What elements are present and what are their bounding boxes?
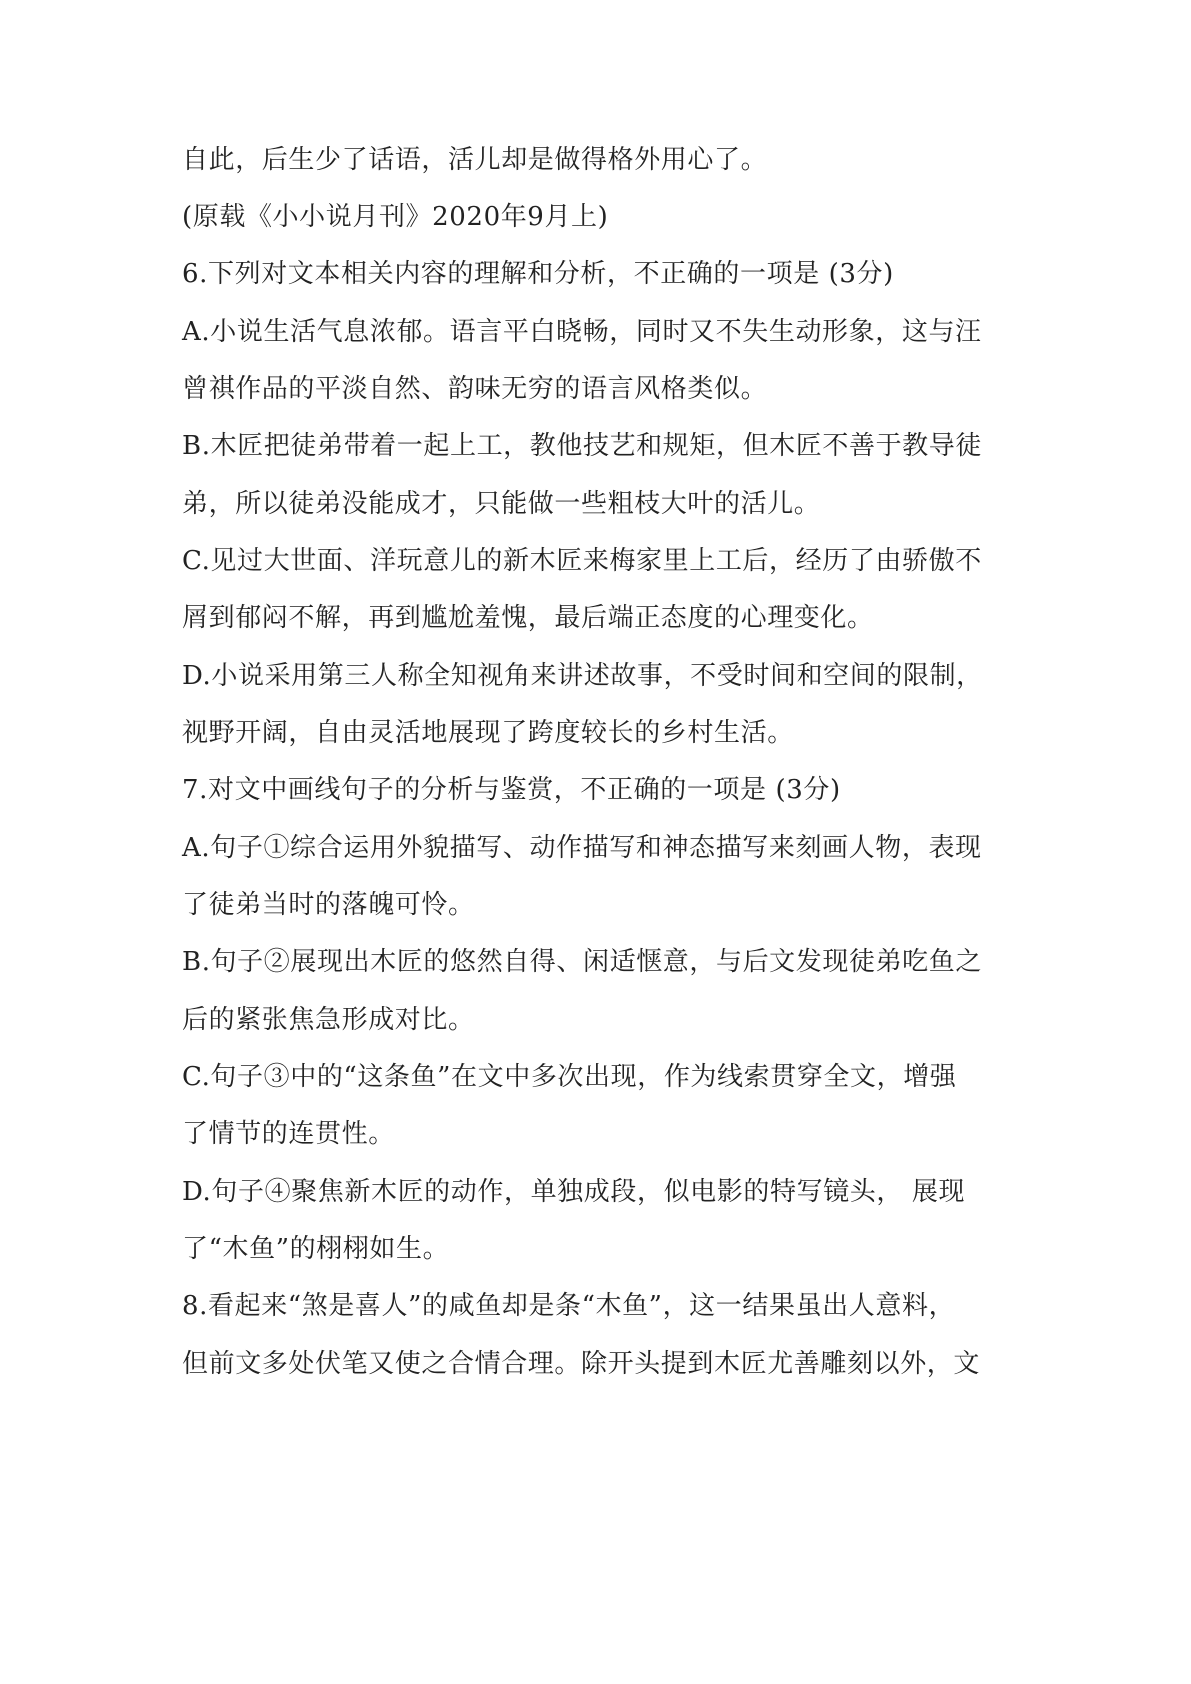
question-7-option-a: A.句子①综合运用外貌描写、动作描写和神态描写来刻画人物，表现 bbox=[182, 833, 982, 863]
question-6-option-b: B.木匠把徒弟带着一起上工，教他技艺和规矩，但木匠不善于教导徒 bbox=[182, 431, 982, 461]
text-line: 屑到郁闷不解，再到尴尬羞愧，最后端正态度的心理变化。 bbox=[182, 603, 874, 633]
question-6-option-d: D.小说采用第三人称全知视角来讲述故事，不受时间和空间的限制， bbox=[182, 661, 983, 691]
question-6-stem: 6.下列对文本相关内容的理解和分析，不正确的一项是 (3分) bbox=[182, 259, 894, 289]
text-line: 了徒弟当时的落魄可怜。 bbox=[182, 890, 475, 920]
question-7-stem: 7.对文中画线句子的分析与鉴赏，不正确的一项是 (3分) bbox=[182, 775, 841, 805]
question-7-option-b: B.句子②展现出木匠的悠然自得、闲适惬意，与后文发现徒弟吃鱼之 bbox=[182, 947, 982, 977]
question-6-option-c: C.见过大世面、洋玩意儿的新木匠来梅家里上工后，经历了由骄傲不 bbox=[182, 546, 982, 576]
text-line: 后的紧张焦急形成对比。 bbox=[182, 1005, 475, 1035]
text-line: 自此，后生少了话语，活儿却是做得格外用心了。 bbox=[182, 145, 768, 175]
question-6-option-a: A.小说生活气息浓郁。语言平白晓畅，同时又不失生动形象，这与汪 bbox=[182, 317, 982, 347]
question-8-stem: 8.看起来“煞是喜人”的咸鱼却是条“木鱼”，这一结果虽出人意料， bbox=[182, 1291, 956, 1321]
question-7-option-d: D.句子④聚焦新木匠的动作，单独成段，似电影的特写镜头， 展现 bbox=[182, 1177, 966, 1207]
text-line: 了情节的连贯性。 bbox=[182, 1119, 395, 1149]
text-line: (原载《小小说月刊》2020年9月上) bbox=[182, 202, 609, 232]
text-line: 了“木鱼”的栩栩如生。 bbox=[182, 1234, 450, 1264]
text-line: 弟，所以徒弟没能成才，只能做一些粗枝大叶的活儿。 bbox=[182, 489, 821, 519]
question-7-option-c: C.句子③中的“这条鱼”在文中多次出现，作为线索贯穿全文，增强 bbox=[182, 1062, 957, 1092]
text-line: 曾祺作品的平淡自然、韵味无穷的语言风格类似。 bbox=[182, 374, 768, 404]
text-line: 视野开阔，自由灵活地展现了跨度较长的乡村生活。 bbox=[182, 718, 794, 748]
text-line: 但前文多处伏笔又使之合情合理。除开头提到木匠尤善雕刻以外，文 bbox=[182, 1349, 981, 1379]
